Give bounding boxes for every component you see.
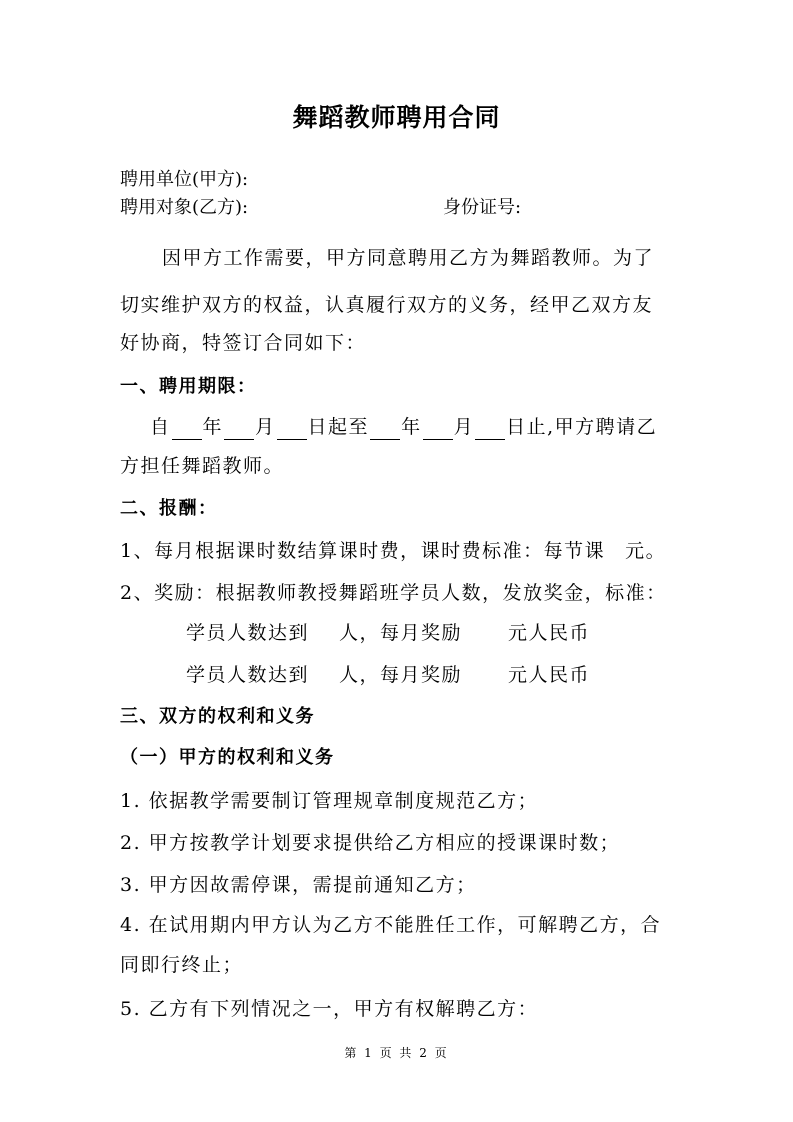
document-title: 舞蹈教师聘用合同 (292, 103, 501, 132)
start-year-blank (172, 419, 202, 440)
year-text-2: 年 (401, 416, 422, 438)
reward-row-2-a: 学员人数达到 (186, 664, 310, 686)
reward-row-1-c: 元人民币 (508, 622, 591, 644)
duty-item-3: 3. 甲方因故需停课，需提前通知乙方； (120, 874, 477, 896)
employer-label: 聘用单位(甲方): (120, 169, 249, 190)
page-footer: 第 1 页 共 2 页 (344, 1046, 449, 1060)
intro-line-1: 因甲方工作需要，甲方同意聘用乙方为舞蹈教师。为了 (162, 247, 655, 269)
reward-row-2 (186, 662, 590, 688)
pay-item-2: 2、奖励：根据教师教授舞蹈班学员人数，发放奖金，标准： (120, 582, 667, 604)
duty-item-4-cont: 同即行终止； (120, 954, 244, 976)
pay-item-1-suffix: 元。 (625, 540, 667, 562)
section-2-heading: 二、报酬： (120, 498, 218, 519)
id-number-label: 身份证号: (443, 197, 522, 218)
day-from-text: 日起至 (307, 416, 370, 438)
section-1-heading: 一、聘用期限： (120, 376, 257, 397)
year-text: 年 (202, 416, 224, 438)
start-day-blank (277, 419, 307, 440)
duty-item-4: 4. 在试用期内甲方认为乙方不能胜任工作，可解聘乙方，合 (120, 914, 662, 936)
start-month-blank (224, 419, 254, 440)
term-tail-text: 甲方聘请乙 (554, 416, 658, 438)
section-3-heading: 三、双方的权利和义务 (120, 706, 315, 727)
duty-item-1: 1. 依据教学需要制订管理规章制度规范乙方； (120, 790, 539, 812)
reward-row-2-c: 元人民币 (508, 664, 591, 686)
duty-item-5: 5. 乙方有下列情况之一，甲方有权解聘乙方： (120, 998, 539, 1020)
end-month-blank (423, 419, 453, 440)
end-year-blank (370, 419, 400, 440)
section-3-sub-1: （一）甲方的权利和义务 (120, 747, 335, 768)
pay-item-1-prefix: 1、每月根据课时数结算课时费，课时费标准：每节课 (120, 540, 606, 562)
term-line (150, 414, 657, 440)
employee-label: 聘用对象(乙方): (120, 197, 249, 218)
term-line-2: 方担任舞蹈教师。 (120, 455, 285, 477)
month-text: 月 (255, 416, 276, 438)
reward-row-2-b: 人，每月奖励 (339, 664, 463, 686)
reward-row-1-a: 学员人数达到 (186, 622, 310, 644)
intro-line-2: 切实维护双方的权益，认真履行双方的义务，经甲乙双方友 (120, 294, 654, 316)
term-from-text: 自 (150, 416, 171, 438)
day-to-text: 日止, (506, 416, 555, 438)
end-day-blank (475, 419, 505, 440)
pay-item-1 (120, 538, 666, 564)
duty-item-2: 2. 甲方按教学计划要求提供给乙方相应的授课课时数； (120, 832, 621, 854)
intro-line-3: 好协商，特签订合同如下： (120, 332, 367, 354)
month-text-2: 月 (453, 416, 475, 438)
reward-row-1 (186, 620, 590, 646)
reward-row-1-b: 人，每月奖励 (339, 622, 463, 644)
